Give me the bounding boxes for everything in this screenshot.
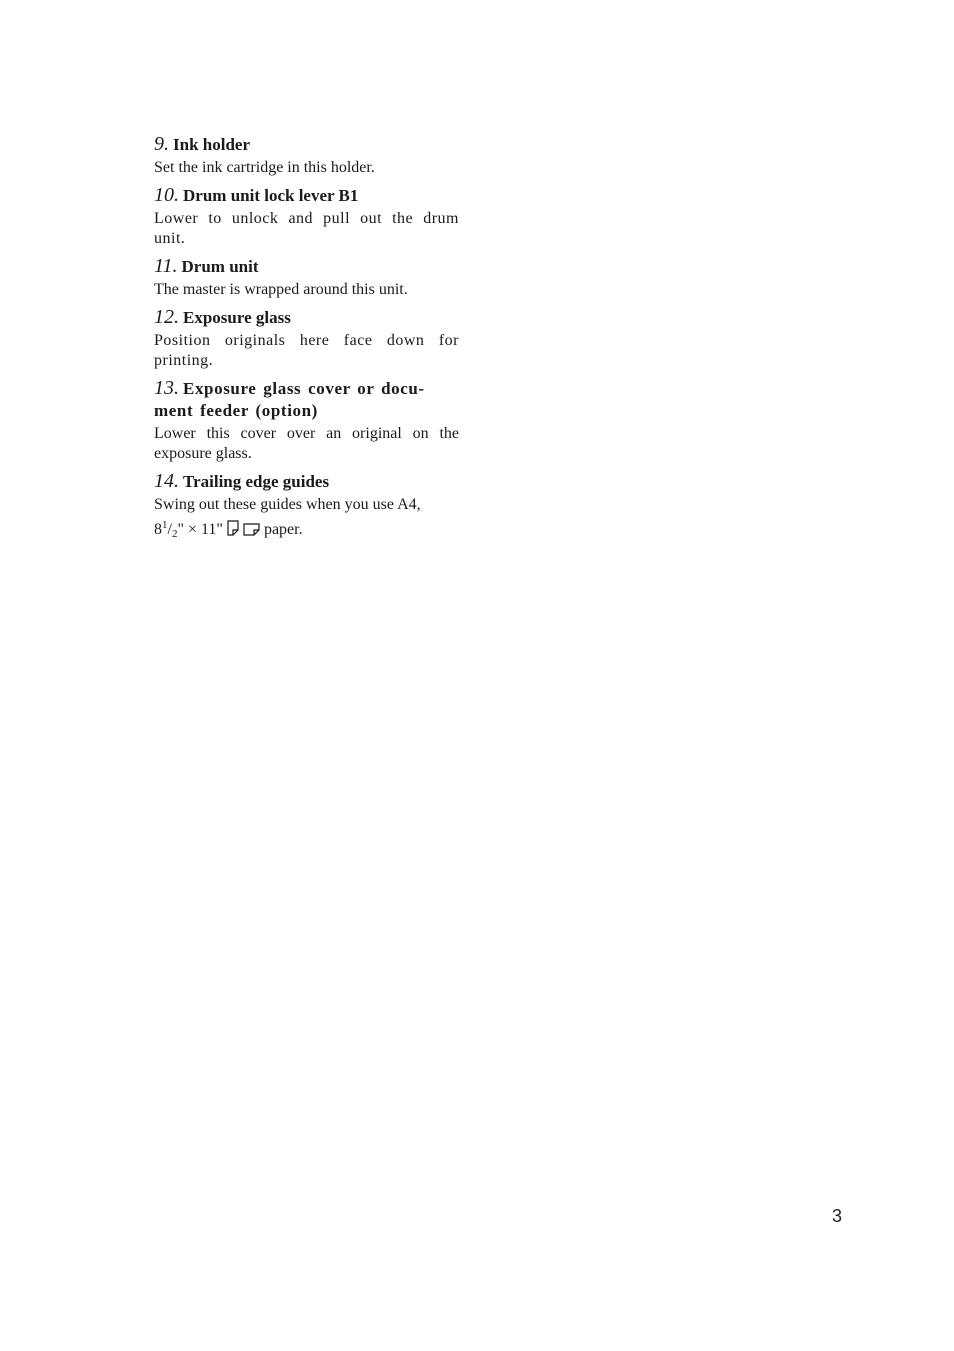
description-line: Swing out these guides when you use A4, [154,496,421,513]
item-number: 10. [154,184,179,206]
item-title: Exposure glass [183,308,291,327]
item-number: 14. [154,470,179,492]
portrait-paper-icon [227,520,239,536]
list-item [154,256,459,300]
parts-list [154,134,459,551]
landscape-paper-icon [243,523,260,536]
list-item [154,471,459,544]
item-description: Set the ink cartridge in this holder. [154,159,375,176]
item-number: 11. [154,255,178,277]
item-description [154,495,459,544]
item-description: Position originals here face down for printing. [154,332,459,369]
paper-size-denominator: 2 [171,528,178,540]
item-number: 13. [154,377,179,399]
item-description: The master is wrapped around this unit. [154,281,408,298]
item-title: Trailing edge guides [183,472,330,491]
paper-size-slash: / [167,521,172,538]
paper-size-rest: " × 11" [177,521,223,538]
item-title: Drum unit lock lever B1 [183,186,359,205]
paper-size-suffix: paper. [259,521,303,538]
item-title: Exposure glass cover or docu-ment feeder (option) [154,379,425,420]
paper-size-numerator: 1 [162,519,168,531]
list-item [154,134,459,178]
list-item [154,378,459,464]
item-number: 12. [154,306,179,328]
item-number: 9. [154,133,169,155]
item-title: Ink holder [173,135,250,154]
item-title: Drum unit [181,257,259,276]
list-item [154,307,459,371]
paper-size-whole: 8 [154,521,162,538]
item-description: Lower to unlock and pull out the drum unit. [154,210,459,247]
list-item [154,185,459,249]
page-number: 3 [832,1206,843,1226]
item-description: Lower this cover over an original on the exposure glass. [154,425,459,462]
